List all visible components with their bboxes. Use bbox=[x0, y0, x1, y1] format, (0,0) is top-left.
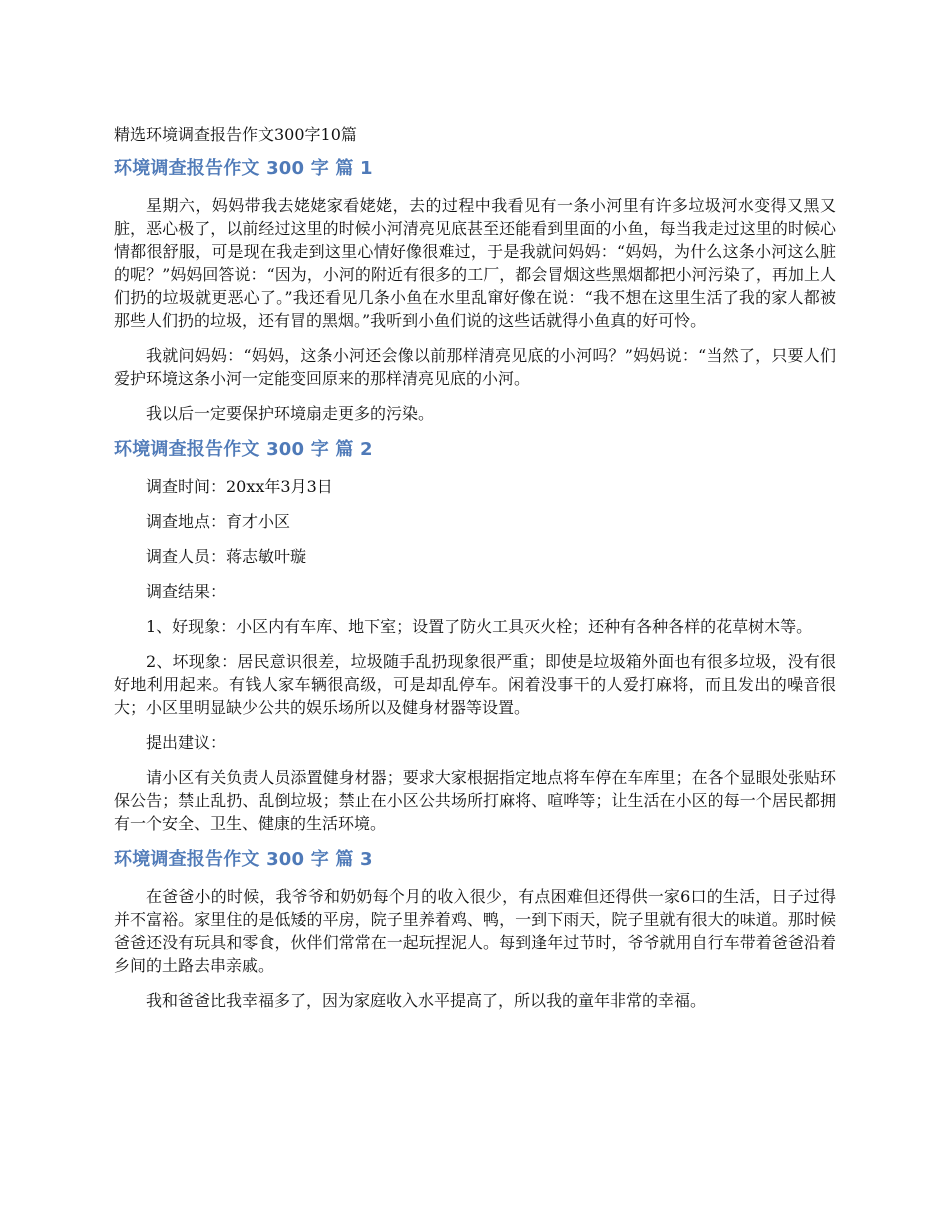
paragraph: 在爸爸小的时候，我爷爷和奶奶每个月的收入很少，有点困难但还得供一家6口的生活，日子过得并不富裕。家里住的是低矮的平房，院子里养着鸡、鸭，一到下雨天，院子里就有很大的味道。那时候爸爸还没有玩具和零食，伙伴们常常在一起玩捏泥人。每到逢年过节时，爷爷就用自行车带着爸爸沿着乡间的土路去串亲戚。 bbox=[114, 887, 836, 975]
paragraph: 请小区有关负责人员添置健身材器；要求大家根据指定地点将车停在车库里；在各个显眼处张贴环保公告；禁止乱扔、乱倒垃圾；禁止在小区公共场所打麻将、喧哗等；让生活在小区的每一个居民都拥有一个安全、卫生、健康的生活环境。 bbox=[114, 768, 836, 833]
survey-time: 调查时间：20xx年3月3日 bbox=[146, 477, 333, 496]
paragraph: 我就问妈妈：“妈妈，这条小河还会像以前那样清亮见底的小河吗？”妈妈说：“当然了，只要人们爱护环境这条小河一定能变回原来的那样清亮见底的小河。 bbox=[114, 346, 836, 388]
section-heading: 环境调查报告作文 300 字 篇 1 bbox=[114, 158, 373, 179]
section-3 bbox=[114, 847, 836, 1012]
document-title: 精选环境调查报告作文300字10篇 bbox=[114, 125, 357, 144]
paragraph: 星期六，妈妈带我去姥姥家看姥姥，去的过程中我看见有一条小河里有许多垃圾河水变得又黑又脏，恶心极了，以前经过这里的时候小河清亮见底甚至还能看到里面的小鱼，每当我走过这里的时候心情都很舒服，可是现在我走到这里心情好像很难过，于是我就问妈妈：“妈妈，为什么这条小河这么脏的呢？”妈妈回答说：“因为，小河的附近有很多的工厂，都会冒烟这些黑烟都把小河污染了，再加上人们扔的垃圾就更恶心了。”我还看见几条小鱼在水里乱窜好像在说：“我不想在这里生活了我的家人都被那些人们扔的垃圾，还有冒的黑烟。”我听到小鱼们说的这些话就得小鱼真的好可怜。 bbox=[114, 196, 836, 330]
survey-staff: 调查人员：蒋志敏叶璇 bbox=[146, 547, 307, 566]
section-heading: 环境调查报告作文 300 字 篇 3 bbox=[114, 849, 373, 870]
section-1 bbox=[114, 156, 836, 425]
paragraph: 我以后一定要保护环境扇走更多的污染。 bbox=[146, 404, 435, 423]
survey-location: 调查地点：育才小区 bbox=[146, 512, 291, 531]
paragraph: 我和爸爸比我幸福多了，因为家庭收入水平提高了，所以我的童年非常的幸福。 bbox=[146, 991, 707, 1010]
section-heading: 环境调查报告作文 300 字 篇 2 bbox=[114, 439, 373, 460]
document-body bbox=[114, 122, 836, 1024]
suggestions-label: 提出建议： bbox=[146, 733, 227, 752]
section-2 bbox=[114, 437, 836, 835]
survey-results-label: 调查结果： bbox=[146, 582, 227, 601]
paragraph: 1、好现象：小区内有车库、地下室；设置了防火工具灭火栓；还种有各种各样的花草树木等。 bbox=[146, 617, 813, 636]
paragraph: 2、坏现象：居民意识很差，垃圾随手乱扔现象很严重；即使是垃圾箱外面也有很多垃圾，没有很好地利用起来。有钱人家车辆很高级，可是却乱停车。闲着没事干的人爱打麻将，而且发出的噪音很大；小区里明显缺少公共的娱乐场所以及健身材器等设置。 bbox=[114, 652, 836, 717]
